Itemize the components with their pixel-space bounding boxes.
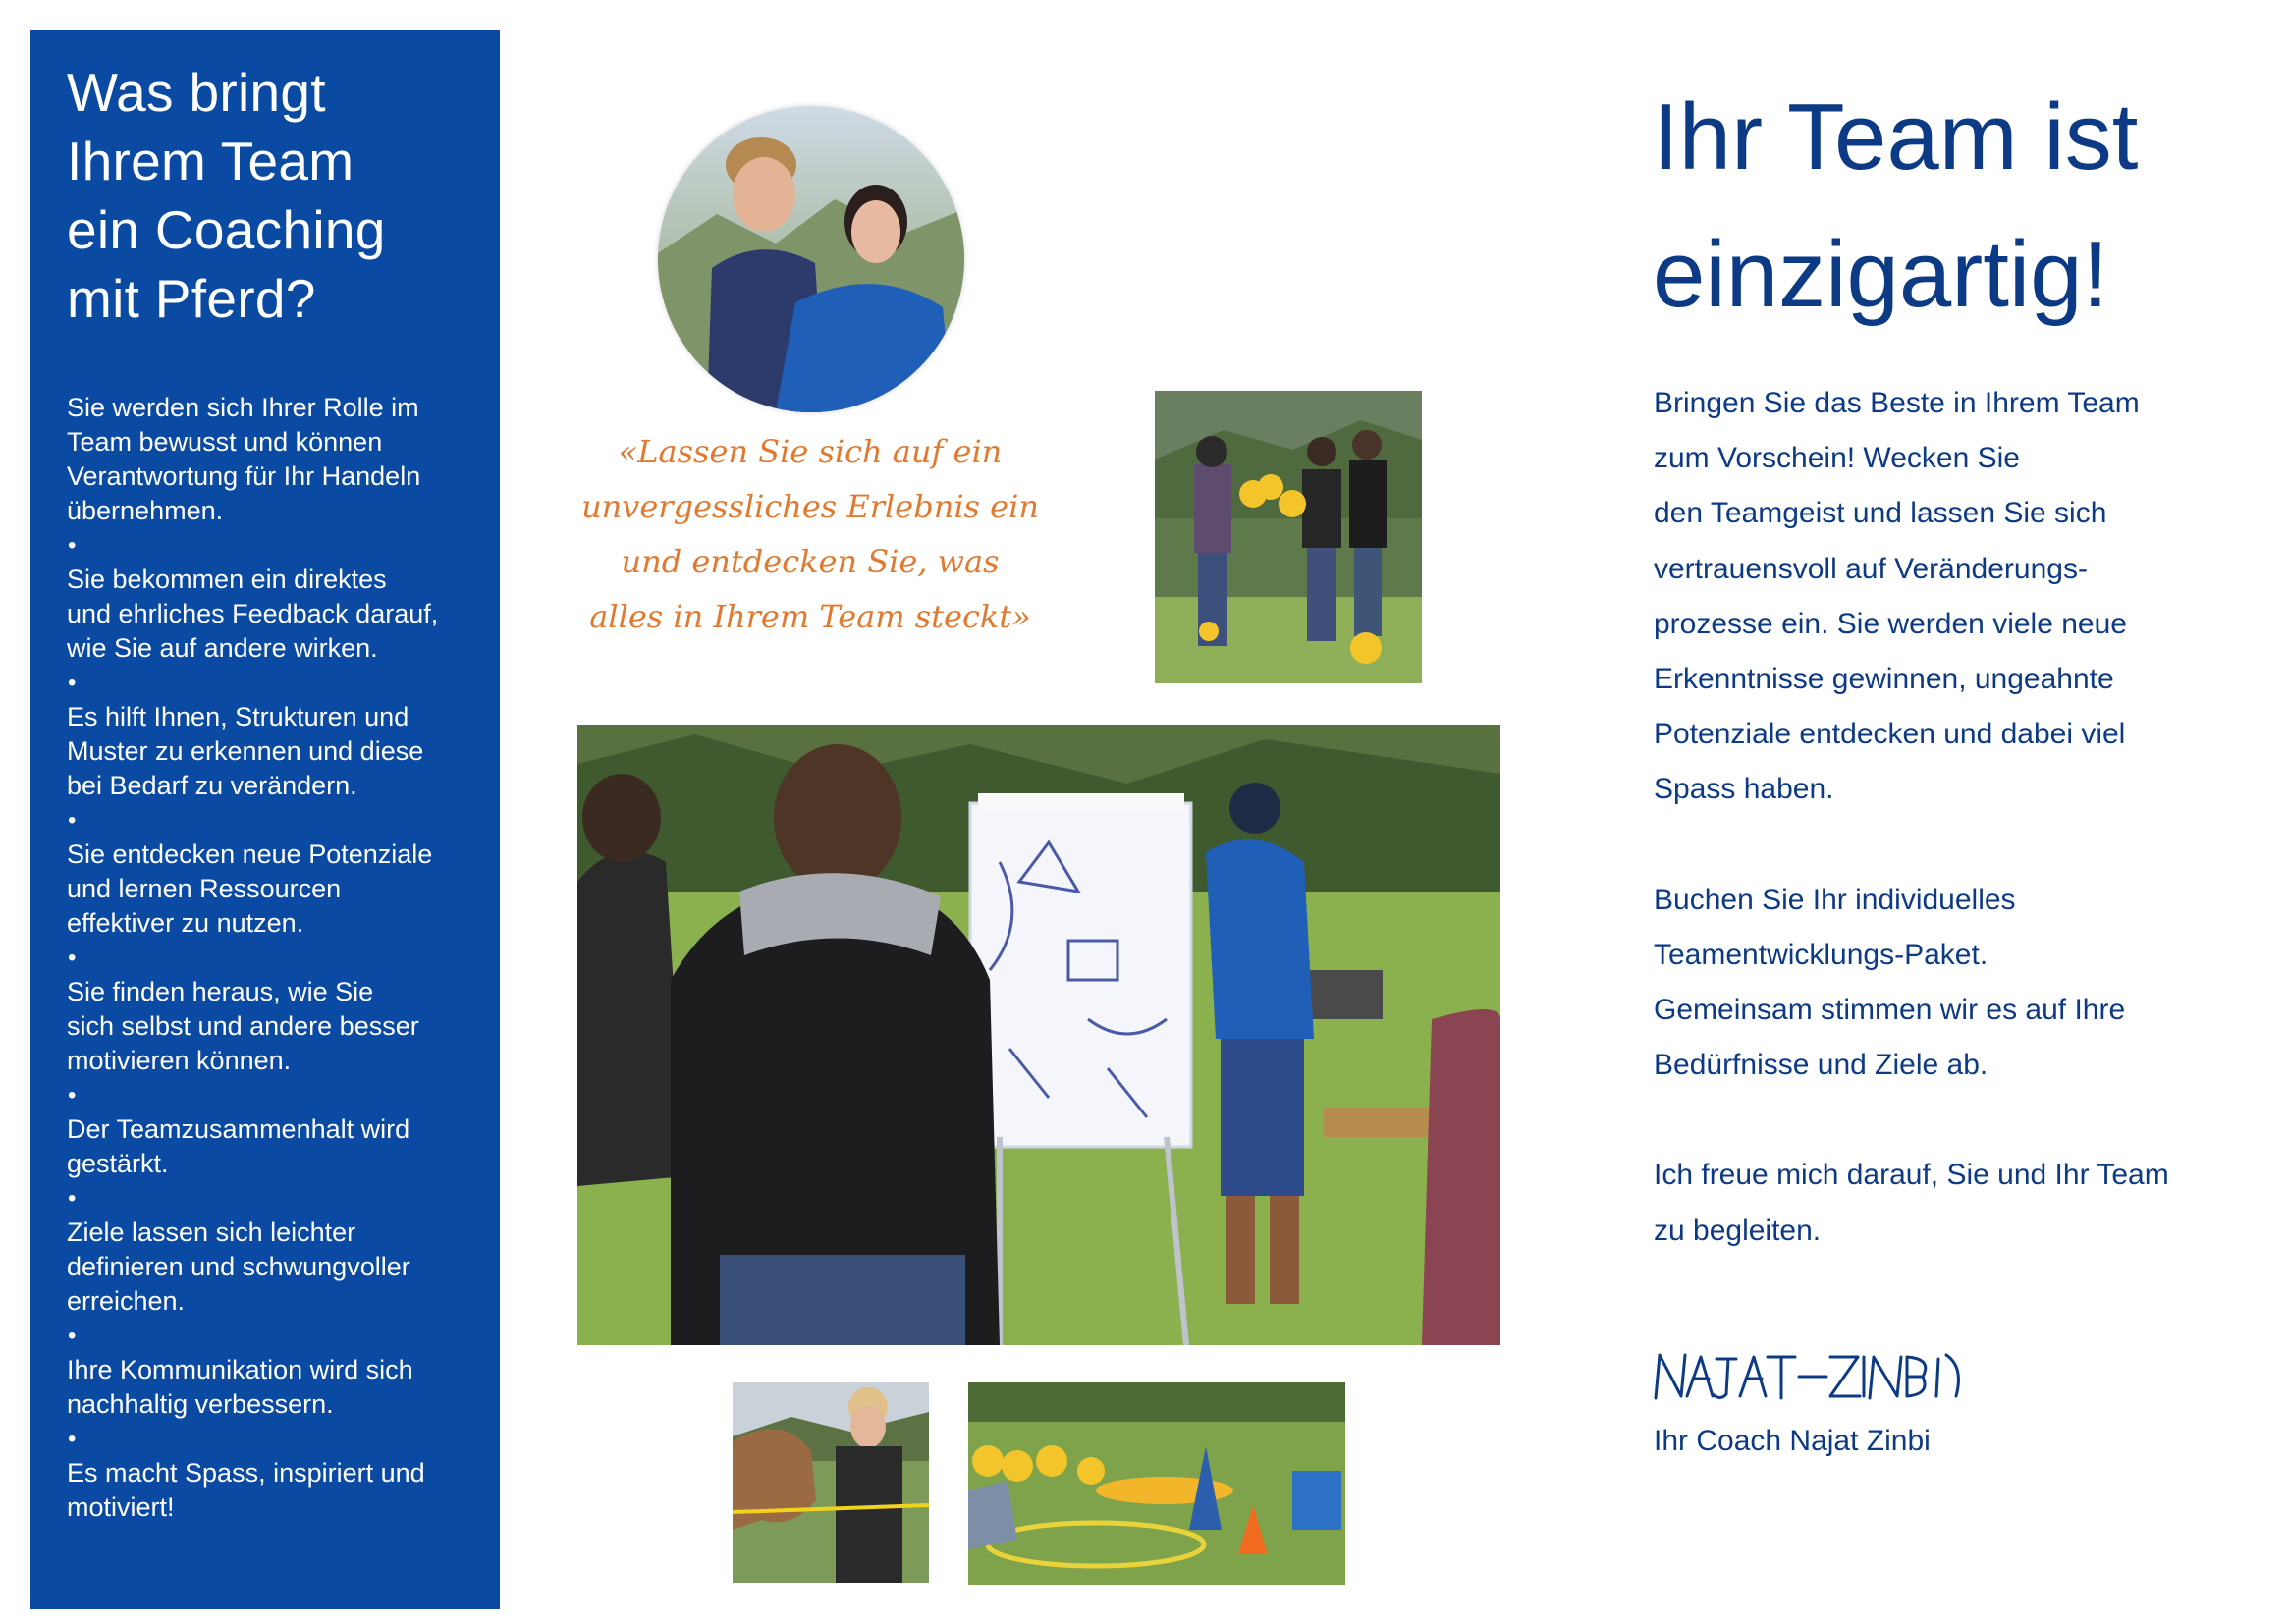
- panel-title-line: Ihrem Team: [67, 131, 354, 191]
- benefit-item: [67, 975, 464, 1078]
- coach-name: Ihr Coach Najat Zinbi: [1654, 1425, 1931, 1457]
- body-text: [1654, 376, 2204, 1259]
- benefit-line: Team bewusst und können: [67, 427, 383, 457]
- coach-portrait-image: [658, 106, 964, 412]
- benefit-item: [67, 700, 464, 803]
- bullet-separator: •: [68, 1426, 77, 1452]
- bullet-separator: •: [68, 670, 77, 696]
- benefit-item: [67, 838, 464, 941]
- benefit-line: definieren und schwungvoller: [67, 1252, 410, 1281]
- headline-line: einzigartig!: [1653, 222, 2109, 327]
- benefit-line: motiviert!: [67, 1492, 175, 1522]
- benefit-line: Es hilft Ihnen, Strukturen und: [67, 702, 409, 731]
- flipchart-workshop-photo: [577, 725, 1500, 1345]
- benefit-line: nachhaltig verbessern.: [67, 1389, 334, 1419]
- quote-line: alles in Ihrem Team steckt»: [589, 598, 1031, 635]
- body-line: vertrauensvoll auf Veränderungs-: [1654, 552, 2088, 585]
- body-line: Erkenntnisse gewinnen, ungeahnte: [1654, 663, 2114, 696]
- benefit-line: Ziele lassen sich leichter: [67, 1218, 356, 1247]
- quote-line: «Lassen Sie sich auf ein: [618, 433, 1003, 470]
- benefit-line: Sie entdecken neue Potenziale: [67, 839, 433, 869]
- benefit-line: übernehmen.: [67, 496, 224, 525]
- benefit-line: gestärkt.: [67, 1149, 169, 1178]
- benefit-item: [67, 1353, 464, 1422]
- quote-line: und entdecken Sie, was: [621, 543, 1000, 580]
- benefit-line: und lernen Ressourcen: [67, 874, 342, 903]
- benefit-line: Muster zu erkennen und diese: [67, 736, 424, 766]
- bullet-separator: •: [68, 807, 77, 834]
- benefit-line: Ihre Kommunikation wird sich: [67, 1355, 413, 1384]
- bullet-separator: •: [68, 1323, 77, 1349]
- benefit-line: effektiver zu nutzen.: [67, 908, 304, 938]
- benefit-line: Verantwortung für Ihr Handeln: [67, 461, 421, 491]
- team-balls-photo: [1155, 391, 1422, 683]
- benefit-line: Sie bekommen ein direktes: [67, 565, 387, 594]
- benefits-panel: [30, 30, 500, 1609]
- body-line: Potenziale entdecken und dabei viel: [1654, 718, 2126, 751]
- body-line: Buchen Sie Ihr individuelles: [1654, 883, 2016, 916]
- benefit-line: Sie finden heraus, wie Sie: [67, 977, 374, 1006]
- body-line: prozesse ein. Sie werden viele neue: [1654, 607, 2127, 640]
- training-course-photo: [968, 1382, 1345, 1585]
- headline: [1653, 69, 2138, 344]
- benefit-item: [67, 391, 464, 528]
- benefit-line: bei Bedarf zu verändern.: [67, 771, 357, 800]
- body-line: Teamentwicklungs-Paket.: [1654, 938, 1988, 971]
- benefit-line: motivieren können.: [67, 1046, 292, 1075]
- benefit-item: [67, 563, 464, 666]
- body-line: den Teamgeist und lassen Sie sich: [1654, 497, 2107, 530]
- quote-text: [579, 424, 1041, 644]
- handwritten-signature: [1652, 1347, 1976, 1406]
- body-line: zum Vorschein! Wecken Sie: [1654, 442, 2020, 475]
- benefit-line: erreichen.: [67, 1286, 186, 1316]
- horse-coach-photo: [733, 1382, 929, 1583]
- headline-line: Ihr Team ist: [1653, 84, 2139, 189]
- paragraph: [1654, 873, 2204, 1094]
- benefit-list: [67, 391, 464, 1525]
- body-line: Gemeinsam stimmen wir es auf Ihre: [1654, 994, 2126, 1027]
- body-line: Ich freue mich darauf, Sie und Ihr Team: [1654, 1159, 2169, 1192]
- benefit-line: und ehrliches Feedback darauf,: [67, 599, 439, 628]
- panel-title: [67, 58, 464, 333]
- benefit-line: sich selbst und andere besser: [67, 1011, 419, 1041]
- body-line: Bringen Sie das Beste in Ihrem Team: [1654, 387, 2140, 419]
- benefit-item: [67, 1216, 464, 1319]
- body-line: zu begleiten.: [1654, 1214, 1822, 1247]
- paragraph: [1654, 376, 2204, 818]
- paragraph: [1654, 1148, 2204, 1258]
- body-line: Spass haben.: [1654, 773, 1834, 806]
- benefit-item: [67, 1112, 464, 1181]
- body-line: Bedürfnisse und Ziele ab.: [1654, 1049, 1988, 1082]
- quote-line: unvergessliches Erlebnis ein: [581, 488, 1039, 525]
- panel-title-line: mit Pferd?: [67, 268, 316, 329]
- benefit-line: Der Teamzusammenhalt wird: [67, 1114, 410, 1144]
- bullet-separator: •: [68, 532, 77, 559]
- bullet-separator: •: [68, 1185, 77, 1212]
- benefit-line: wie Sie auf andere wirken.: [67, 633, 378, 663]
- panel-title-line: ein Coaching: [67, 199, 386, 260]
- bullet-separator: •: [68, 945, 77, 971]
- benefit-line: Sie werden sich Ihrer Rolle im: [67, 393, 419, 422]
- panel-title-line: Was bringt: [67, 62, 326, 123]
- bullet-separator: •: [68, 1082, 77, 1109]
- benefit-line: Es macht Spass, inspiriert und: [67, 1458, 425, 1488]
- benefit-item: [67, 1456, 464, 1525]
